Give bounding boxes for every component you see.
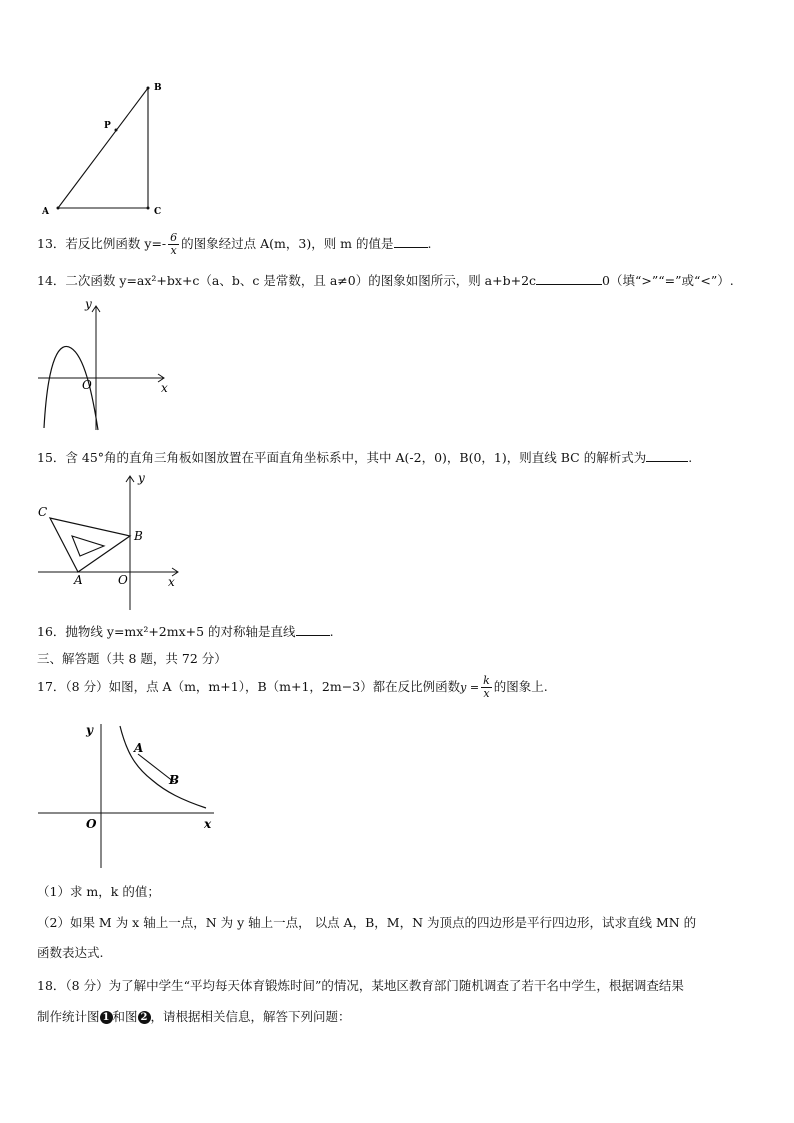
q16-text: 16．抛物线 y=mx²+2mx+5 的对称轴是直线	[37, 624, 296, 639]
q13-fraction	[168, 232, 179, 257]
question-13	[37, 232, 432, 257]
hyperbola-figure-q17	[34, 720, 224, 870]
q13-frac-den: x	[170, 244, 177, 257]
label-P: P	[104, 121, 111, 131]
q15-end: .	[688, 450, 693, 465]
question-17	[37, 675, 548, 700]
circled-number-1: 1	[100, 1011, 113, 1024]
question-18-cont	[37, 1009, 351, 1025]
question-17-part-1	[37, 884, 160, 900]
q17-2-line1: （2）如果 M 为 x 轴上一点，N 为 y 轴上一点， 以点 A，B，M，N 为顶点的四边形是平行四边形，试求直线 MN 的	[37, 915, 697, 930]
parabola-figure-q14	[34, 296, 174, 431]
question-17-part-2-cont	[37, 945, 103, 961]
q15-text: 15．含 45°角的直角三角板如图放置在平面直角坐标系中，其中 A(-2，0)，B(0，1)，则直线 BC 的解析式为	[37, 450, 647, 465]
question-14	[37, 272, 734, 289]
q17-fraction	[481, 675, 492, 700]
q17-2-line2: 函数表达式.	[37, 945, 104, 960]
q13-prefix: 13．若反比例函数 y=-	[37, 236, 167, 251]
label-A: A	[42, 207, 49, 217]
q18-mid: 和图	[112, 1009, 138, 1024]
origin-label: O	[82, 378, 92, 392]
axis-y-label: y	[138, 471, 145, 485]
q13-frac-num: 6	[170, 231, 178, 244]
question-16	[37, 623, 334, 640]
axis-x-label: x	[168, 575, 175, 589]
question-17-part-2	[37, 915, 696, 931]
axis-y-label: y	[86, 723, 93, 737]
label-C: C	[154, 207, 162, 217]
label-B: B	[154, 83, 162, 93]
question-18	[37, 978, 684, 994]
q18-line2-prefix: 制作统计图	[37, 1009, 100, 1024]
axis-x-label: x	[161, 381, 168, 395]
q17-suffix: 的图象上.	[493, 679, 548, 694]
q17-1-text: （1）求 m，k 的值；	[37, 884, 160, 899]
origin-label: O	[118, 573, 128, 587]
triangle-figure-q13	[30, 78, 180, 223]
axis-x-label: x	[204, 817, 212, 831]
q16-answer-blank	[296, 623, 330, 636]
q14-answer-blank	[536, 272, 602, 285]
label-B: B	[169, 773, 180, 787]
axis-y-label: y	[85, 297, 92, 311]
q13-end: .	[427, 236, 432, 251]
label-A: A	[74, 573, 83, 587]
origin-label: O	[86, 817, 97, 831]
q17-frac-den: x	[483, 687, 490, 700]
section-3-heading	[37, 651, 227, 667]
q17-frac-lhs: y =	[460, 681, 480, 694]
label-C: C	[38, 505, 48, 519]
q18-line2-suffix: ，请根据相关信息，解答下列问题：	[150, 1009, 351, 1024]
circled-number-2: 2	[138, 1011, 151, 1024]
q17-prefix: 17．（8 分）如图，点 A（m，m+1），B（m+1，2m−3）都在反比例函数	[37, 679, 461, 694]
q15-answer-blank	[646, 449, 688, 462]
q18-line1: 18．（8 分）为了解中学生“平均每天体育锻炼时间”的情况，某地区教育部门随机调查了若干名中学生，根据调查结果	[37, 978, 684, 993]
q16-end: .	[329, 624, 334, 639]
q14-end: 0（填“>”“=”或“<”）.	[602, 273, 734, 288]
q17-frac-num: k	[483, 674, 490, 687]
triangle-board-figure-q15	[34, 468, 184, 613]
label-B: B	[134, 529, 143, 543]
label-A: A	[134, 741, 144, 755]
q13-suffix: 的图象经过点 A(m，3)，则 m 的值是	[181, 236, 394, 251]
q13-answer-blank	[394, 235, 428, 248]
question-15	[37, 449, 692, 466]
section-3-text: 三、解答题（共 8 题，共 72 分）	[37, 651, 227, 666]
q14-text: 14．二次函数 y=ax²+bx+c（a、b、c 是常数，且 a≠0）的图象如图所示，则 a+b+2c	[37, 273, 537, 288]
